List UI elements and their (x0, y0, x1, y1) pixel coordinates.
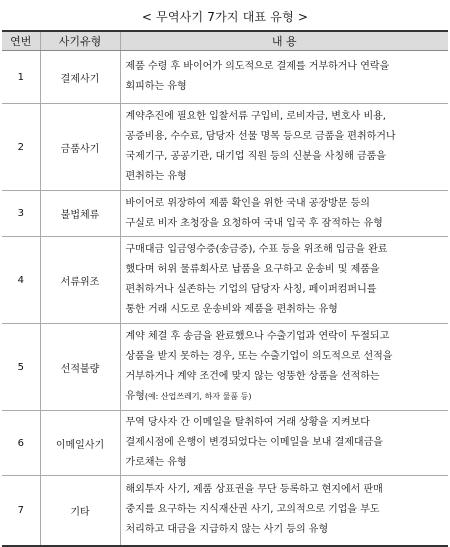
content-last: 유형 (125, 391, 145, 402)
row-number: 6 (2, 411, 40, 476)
content-line: 제품 수령 후 바이어가 의도적으로 결제를 거부하거나 연락을 (125, 61, 390, 72)
row-number: 3 (2, 191, 40, 237)
table-title: < 무역사기 7가지 대표 유형 > (141, 10, 309, 24)
row-type: 금품사기 (40, 104, 120, 191)
header-content: 내 용 (120, 31, 448, 51)
row-number: 7 (2, 476, 40, 546)
content-line: 바이어로 위장하여 제품 확인을 위한 국내 공장방문 등의 (125, 197, 370, 209)
row-type: 이메일사기 (40, 411, 120, 476)
table-row (2, 411, 448, 476)
content-line: 결제시점에 은행이 변경되었다는 이메일을 보내 결제대금을 (125, 437, 383, 448)
content-line: 통한 거래 시도로 운송비와 제품을 편취하는 유형 (125, 304, 338, 315)
content-note: (예: 산업쓰레기, 하자 물품 등) (144, 392, 252, 401)
table-row (2, 476, 448, 546)
content-line: 편취하거나 실존하는 기업의 담당자 사칭, 페이퍼컴퍼니를 (125, 284, 377, 295)
content-line: 했다며 허위 물류회사로 납품을 요구하고 운송비 및 제품을 (125, 264, 380, 275)
row-number: 4 (2, 237, 40, 324)
content-line: 구실로 비자 초청장을 요청하여 국내 입국 후 잠적하는 유형 (125, 217, 383, 229)
header-row (2, 31, 448, 51)
table-row (2, 104, 448, 191)
content-line: 구매대금 입금영수증(송금증), 수표 등을 위조해 입금을 완료 (125, 244, 388, 255)
row-type: 결제사기 (40, 51, 120, 104)
row-content (120, 411, 448, 476)
row-content (120, 324, 448, 411)
content-line (126, 387, 444, 407)
content-line: 회피하는 유형 (125, 81, 187, 92)
row-type: 불법체류 (40, 191, 120, 237)
content-line: 가로채는 유형 (125, 457, 187, 468)
row-number: 2 (2, 104, 40, 191)
row-content (120, 237, 448, 324)
fraud-types-table (2, 30, 448, 547)
content-line: 중지를 요구하는 지식재산권 사기, 고의적으로 기업을 부도 (125, 504, 380, 516)
row-content (120, 191, 448, 237)
row-type: 기타 (40, 476, 120, 546)
content-line: 편취하는 유형 (125, 171, 187, 182)
row-type: 선적불량 (40, 324, 120, 411)
header-number: 연번 (2, 31, 40, 51)
row-number: 5 (2, 324, 40, 411)
table-row (2, 191, 448, 237)
header-type: 사기유형 (40, 31, 120, 51)
row-content (120, 476, 448, 546)
content-line: 상품을 받지 못하는 경우, 또는 수출기업이 의도적으로 선적을 (125, 351, 393, 362)
row-number: 1 (2, 51, 40, 104)
content-line: 처리하고 대금을 지급하지 않는 사기 등의 유형 (125, 524, 329, 536)
content-line: 해외투자 사기, 제품 상표권을 무단 등록하고 현지에서 판매 (125, 484, 383, 496)
content-line: 공증비용, 수수료, 담당자 선물 명목 등으로 금품을 편취하거나 (125, 131, 396, 142)
row-content (120, 104, 448, 191)
content-line: 거부하거나 계약 조건에 맞지 않는 엉뚱한 상품을 선적하는 (125, 371, 380, 382)
row-content (120, 51, 448, 104)
content-line: 국제기구, 공공기관, 대기업 직원 등의 신분을 사칭해 금품을 (125, 151, 386, 162)
table-row (2, 51, 448, 104)
content-line: 무역 당사자 간 이메일을 탈취하여 거래 상황을 지켜보다 (125, 417, 370, 428)
table-row (2, 324, 448, 411)
content-line: 계약추진에 필요한 입찰서류 구입비, 로비자금, 변호사 비용, (125, 111, 386, 122)
table-row (2, 237, 448, 324)
row-type: 서류위조 (40, 237, 120, 324)
content-line: 계약 체결 후 송금을 완료했으나 수출기업과 연락이 두절되고 (125, 331, 390, 342)
